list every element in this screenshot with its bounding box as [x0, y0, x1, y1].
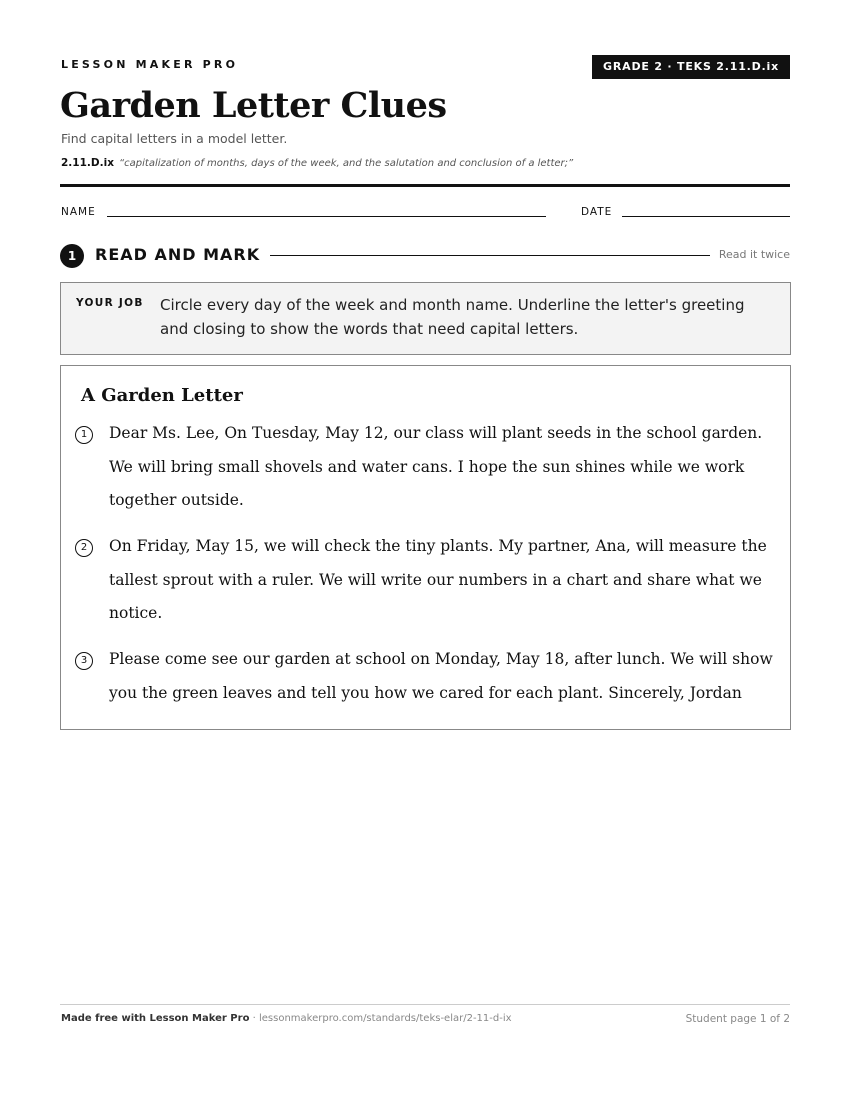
paragraph-text: Please come see our garden at school on Monday, May 18, after lunch. We will show you the green leaves and tell you how we cared for each plant. Sincerely, Jordan: [109, 650, 773, 702]
name-write-line[interactable]: [107, 216, 546, 217]
paragraph-number-badge: 2: [75, 539, 93, 557]
brand-name: LESSON MAKER PRO: [61, 58, 239, 71]
footer-url[interactable]: · lessonmakerpro.com/standards/teks-elar/2-11-d-ix: [249, 1013, 512, 1024]
standard-code: 2.11.D.ix: [61, 157, 114, 169]
paragraph-text: On Friday, May 15, we will check the tiny plants. My partner, Ana, will measure the tallest sprout with a ruler. We will write our numbers in a chart and share what we notice.: [109, 537, 767, 623]
paragraph-number-badge: 3: [75, 652, 93, 670]
paragraph-number-badge: 1: [75, 426, 93, 444]
passage-box: [60, 365, 791, 730]
footer-page-number: Student page 1 of 2: [685, 1013, 790, 1025]
instructions-label: YOUR JOB: [76, 297, 144, 309]
section-note: Read it twice: [718, 248, 790, 261]
name-label: NAME: [61, 206, 96, 218]
passage-title: A Garden Letter: [81, 385, 243, 406]
section-number-badge: 1: [60, 244, 84, 268]
standard-text: “capitalization of months, days of the week, and the salutation and conclusion of a letter;”: [118, 158, 574, 169]
grade-badge: GRADE 2 · TEKS 2.11.D.ix: [592, 55, 790, 79]
section-title: READ AND MARK: [95, 245, 261, 264]
paragraph-text: Dear Ms. Lee, On Tuesday, May 12, our class will plant seeds in the school garden. We will bring small shovels and water cans. I hope the sun shines while we work together outside.: [109, 424, 763, 510]
footer-credit: [61, 1013, 512, 1024]
instructions-text: Circle every day of the week and month name. Underline the letter's greeting and closing to show the words that need capital letters.: [160, 296, 745, 338]
header-divider: [60, 184, 790, 187]
page-title: Garden Letter Clues: [60, 85, 447, 126]
instructions-box: [60, 282, 791, 355]
section-divider: [270, 255, 710, 256]
footer-made-with: Made free with Lesson Maker Pro: [61, 1013, 250, 1024]
date-label: DATE: [581, 206, 613, 218]
standard-line: [61, 157, 573, 169]
footer-divider: [60, 1004, 790, 1005]
page-subtitle: Find capital letters in a model letter.: [61, 131, 288, 146]
date-write-line[interactable]: [622, 216, 790, 217]
